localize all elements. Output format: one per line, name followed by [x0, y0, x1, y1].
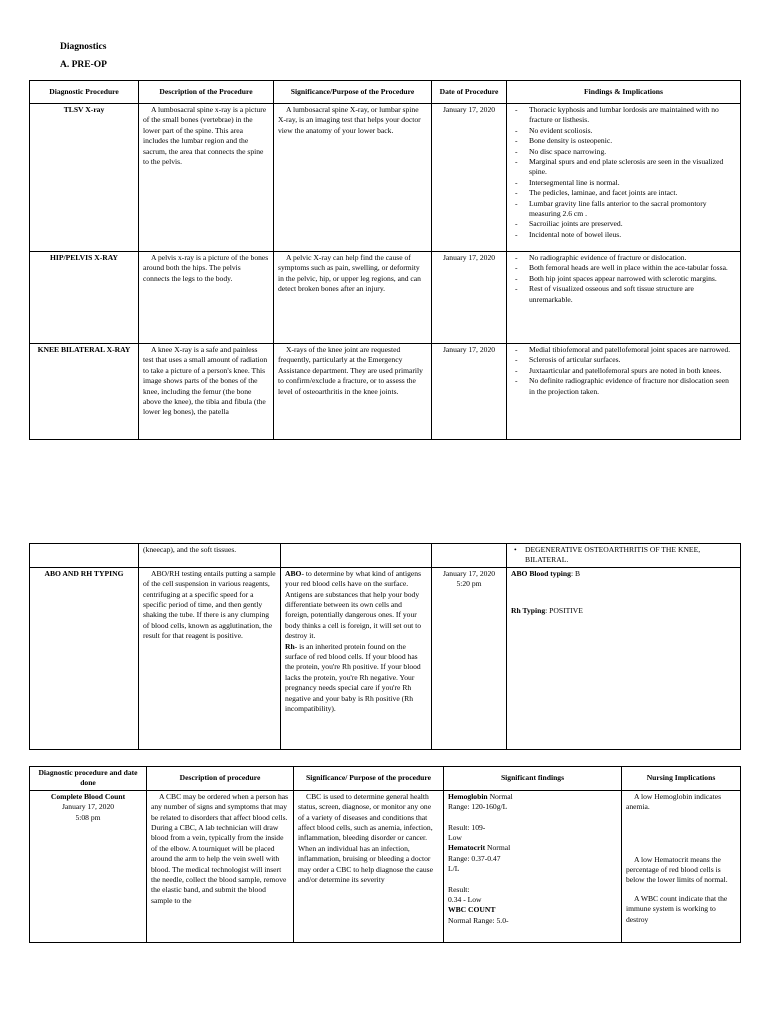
procedure-purpose: [281, 567, 432, 749]
finding-item: • DEGENERATIVE OSTEOARTHRITIS OF THE KNEE, BILATERAL.: [511, 545, 736, 566]
continuation-date: [432, 544, 507, 568]
header-purpose: Significance/ Purpose of the procedure: [294, 767, 444, 791]
procedure-purpose: X-rays of the knee joint are requested frequently, particularly at the Emergency Assistance department. They are used primarily to confirm/exclude a fracture, or to assess the level of osteoarthritis in the knee joints.: [274, 344, 432, 440]
finding-item: - Both hip joint spaces appear narrowed with sclerotic margins.: [511, 274, 736, 284]
cbc-table: [29, 766, 741, 943]
procedure-description: A lumbosacral spine x-ray is a picture of the small bones (vertebrae) in the lower part of the spine. This area includes the lumbar region and the sacrum, the area that connects the spine to the pelvis.: [139, 104, 274, 252]
procedure-purpose: [294, 790, 444, 942]
procedure-date: January 17, 2020: [61, 802, 115, 812]
purpose-paragraph: When an individual has an infection, inflammation, bruising or bleeding a doctor may order a CBC to help diagnose the cause and/or determine its severity: [298, 843, 433, 885]
finding-item: - Thoracic kyphosis and lumbar lordosis are maintained with no fracture or listhesis.: [511, 105, 736, 126]
header-description: Description of procedure: [147, 767, 294, 791]
header-procedure: Diagnostic procedure and date done: [30, 767, 147, 791]
section-heading: A. PRE-OP: [60, 60, 107, 70]
hematocrit-status: Normal: [485, 843, 511, 853]
finding-item: - Juxtaarticular and patellofemoral spurs are noted in both knees.: [511, 366, 736, 376]
abo-text: - to determine by what kind of antigens your red blood cells have on the surface. Antigens are substances that help your body differentiate between its own cells and foreign, potentially dangerous ones. If your body thinks a cell is foreign, it will set out to destroy it.: [285, 568, 422, 641]
implication-item: A low Hemoglobin indicates anemia.: [626, 791, 722, 812]
procedure-name: KNEE BILATERAL X-RAY: [30, 344, 139, 440]
header-implications: Nursing Implications: [622, 767, 741, 791]
finding-item: - Lumbar gravity line falls anterior to the sacral promontory measuring 2.6 cm .: [511, 199, 736, 220]
header-description: Description of the Procedure: [139, 81, 274, 104]
finding-item: - Rest of visualized osseous and soft tissue structure are unremarkable.: [511, 284, 736, 305]
nursing-implications: [622, 790, 741, 942]
procedure-findings: [444, 790, 622, 942]
procedure-findings: [507, 252, 741, 344]
hematocrit-value: 0.34 - Low: [448, 895, 482, 905]
procedure-name: HIP/PELVIS X-RAY: [30, 252, 139, 344]
procedure-name: TLSV X-ray: [30, 104, 139, 252]
finding-item: - The pedicles, laminae, and facet joints are intact.: [511, 188, 736, 198]
header-date: Date of Procedure: [432, 81, 507, 104]
header-findings: Significant findings: [444, 767, 622, 791]
procedure-description: A knee X-ray is a safe and painless test that uses a small amount of radiation to take a picture of a person's knee. This image shows parts of the bones of the knee, including the femur (the bone above the knee), the tibia and fibula (the lower leg bones), the patella: [139, 344, 274, 440]
hematocrit-range: Range: 0.37-0.47: [448, 853, 501, 863]
wbc-range: Normal Range: 5.0-: [448, 915, 509, 925]
implication-item: A low Hematocrit means the percentage of red blood cells is below the lower limits of normal.: [626, 854, 728, 885]
rh-result: : POSITIVE: [545, 606, 583, 616]
header-purpose: Significance/Purpose of the Procedure: [274, 81, 432, 104]
hemoglobin-range: Range: 120-160g/L: [448, 802, 508, 812]
xray-table: [29, 80, 741, 440]
wbc-label: WBC COUNT: [448, 905, 496, 915]
continuation-findings: [507, 544, 741, 568]
finding-item: - Bone density is osteopenic.: [511, 136, 736, 146]
purpose-paragraph: CBC is used to determine general health status, screen, diagnose, or monitor any one of a variety of diseases and conditions that affect blood cells, such as anemia, infection, inflammation, bleeding disorder or cancer.: [298, 791, 433, 843]
continuation-description: (kneecap), and the soft tissues.: [139, 544, 281, 568]
table-row: [30, 344, 741, 440]
finding-item: - No disc space narrowing.: [511, 147, 736, 157]
procedure-date: January 17, 2020: [432, 252, 507, 344]
header-procedure: Diagnostic Procedure: [30, 81, 139, 104]
table-row: [30, 567, 741, 749]
hemoglobin-flag: Low: [448, 833, 462, 843]
procedure-time: 5:20 pm: [456, 579, 482, 589]
procedure-time: 5:08 pm: [75, 812, 101, 822]
continuation-procedure: [30, 544, 139, 568]
finding-item: - Incidental note of bowel ileus.: [511, 230, 736, 240]
table-row: [30, 252, 741, 344]
implication-item: A WBC count indicate that the immune system is working to destroy: [626, 893, 728, 924]
abo-result-label: ABO Blood typing: [511, 568, 571, 578]
rh-result-label: Rh Typing: [511, 606, 546, 616]
abo-label: ABO: [285, 568, 302, 578]
continuation-purpose: [281, 544, 432, 568]
finding-item: - Sacroiliac joints are preserved.: [511, 219, 736, 229]
finding-item: - No evident scoliosis.: [511, 126, 736, 136]
hematocrit-unit: L/L: [448, 864, 460, 874]
table-row: [30, 544, 741, 568]
finding-item: - Sclerosis of articular surfaces.: [511, 355, 736, 365]
procedure-date: January 17, 2020: [432, 104, 507, 252]
procedure-description: A pelvis x-ray is a picture of the bones around both the hips. The pelvis connects the legs to the body.: [139, 252, 274, 344]
procedure-findings: [507, 104, 741, 252]
procedure-date: January 17, 2020 5:20 pm: [432, 567, 507, 749]
finding-item: - Medial tibiofemoral and patellofemoral joint spaces are narrowed.: [511, 345, 736, 355]
finding-item: - No radiographic evidence of fracture or dislocation.: [511, 253, 736, 263]
hemoglobin-status: Normal: [487, 791, 513, 801]
procedure-purpose: A lumbosacral spine X-ray, or lumbar spine X-ray, is an imaging test that helps your doctor view the anatomy of your lower back.: [274, 104, 432, 252]
rh-label: Rh: [285, 641, 295, 651]
finding-item: - Marginal spurs and end plate sclerosis are seen in the visualized spine.: [511, 157, 736, 178]
finding-item: - No definite radiographic evidence of fracture nor dislocation seen in the projection taken.: [511, 376, 736, 397]
hemoglobin-label: Hemoglobin: [448, 791, 488, 801]
procedure-findings: [507, 344, 741, 440]
procedure-description: ABO/RH testing entails putting a sample of the cell suspension in various reagents, centrifuging at a specific speed for a specific period of time, and then gently shaking the tube. If there is any clumping of blood cells, known as agglutination, the result for that reagent is positive.: [139, 567, 281, 749]
procedure-name: Complete Blood Count January 17, 2020 5:08 pm: [30, 790, 147, 942]
page-title: Diagnostics: [60, 42, 107, 52]
hematocrit-label: Hematocrit: [448, 843, 486, 853]
procedure-purpose: A pelvic X-ray can help find the cause of symptoms such as pain, swelling, or deformity in the pelvic, hip, or upper leg regions, and can detect broken bones after an injury.: [274, 252, 432, 344]
header-findings: Findings & Implications: [507, 81, 741, 104]
abo-result: : B: [570, 568, 581, 578]
procedure-name: ABO AND RH TYPING: [30, 567, 139, 749]
procedure-description: A CBC may be ordered when a person has any number of signs and symptoms that may be related to disorders that affect blood cells. During a CBC, A lab technician will draw blood from a vein, typically from the inside of the elbow. A tourniquet will be placed around the arm to help the vein swell with blood. The medical technologist will insert the needle, collect the blood sample, remove the elastic band, and submit the blood sample to the: [147, 790, 294, 942]
procedure-findings: [507, 567, 741, 749]
finding-item: - Both femoral heads are well in place within the ace-tabular fossa.: [511, 263, 736, 273]
hematocrit-result: Result:: [448, 884, 470, 894]
hemoglobin-result: Result: 109-: [448, 822, 486, 832]
table-row: [30, 104, 741, 252]
table-row: [30, 790, 741, 942]
rh-text: - is an inherited protein found on the surface of red blood cells. If your blood has the protein, you're Rh positive. If your blood lacks the protein, you're Rh negative. Your pregnancy needs special care if you're Rh negative and your baby is Rh positive (Rh incompatibility).: [285, 641, 421, 714]
procedure-date: January 17, 2020: [432, 344, 507, 440]
finding-item: - Intersegmental line is normal.: [511, 178, 736, 188]
blood-typing-table: [29, 543, 741, 750]
